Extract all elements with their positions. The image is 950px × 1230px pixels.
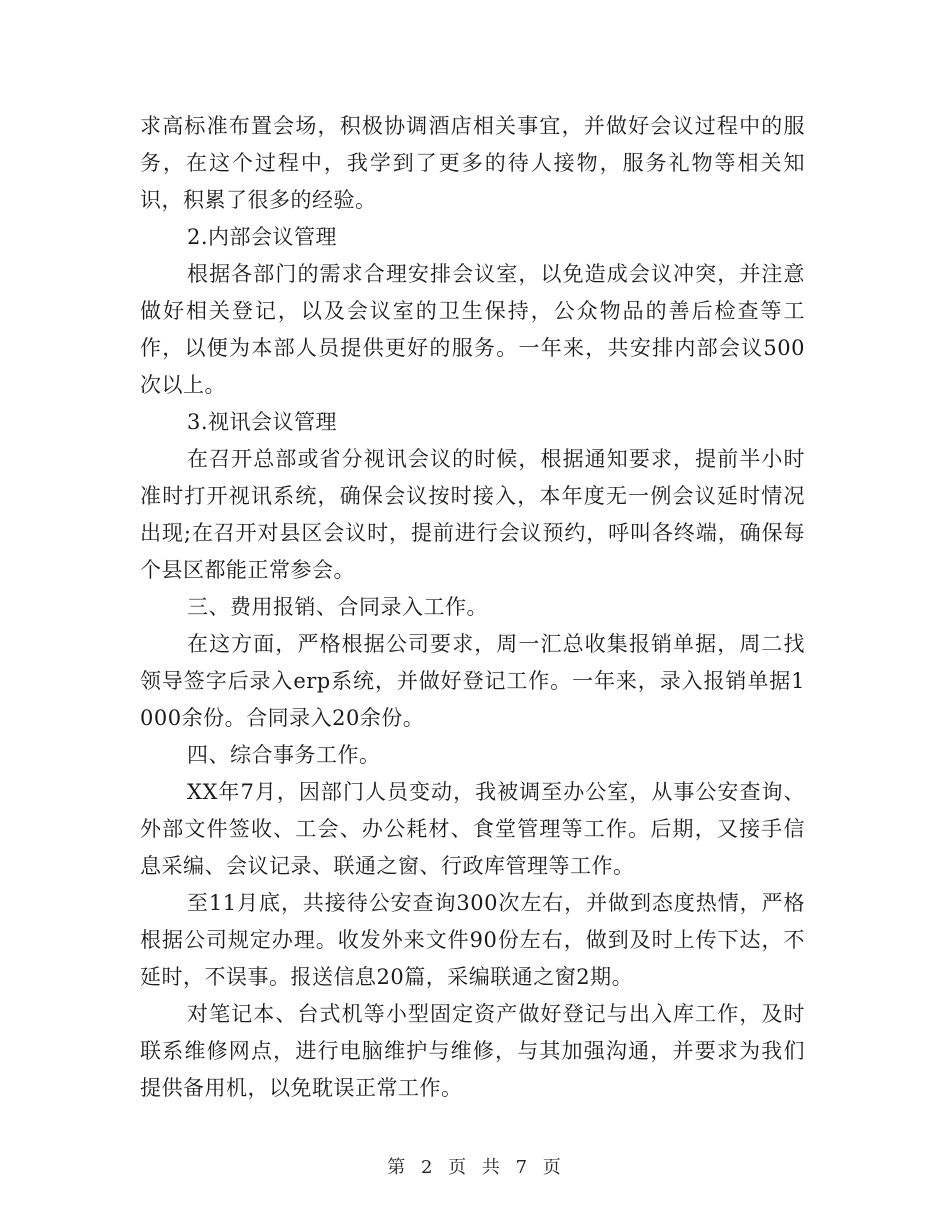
document-body [140, 108, 805, 1107]
section-heading-general-affairs: 四、综合事务工作。 [187, 743, 381, 767]
section-heading-expenses: 三、费用报销、合同录入工作。 [187, 595, 488, 619]
paragraph-general-affairs-2: 至11月底，共接待公安查询300次左右，并做到态度热情，严格根据公司规定办理。收发外来文件90份左右，做到及时上传下达，不延时，不误事。报送信息20篇，采编联通之窗2期。 [140, 891, 805, 989]
paragraph-1: 求高标准布置会场，积极协调酒店相关事宜，并做好会议过程中的服务，在这个过程中，我学到了更多的待人接物，服务礼物等相关知识，积累了很多的经验。 [140, 114, 805, 212]
section-heading-internal-meetings: 2.内部会议管理 [187, 225, 338, 249]
paragraph-internal-meetings: 根据各部门的需求合理安排会议室，以免造成会议冲突，并注意做好相关登记，以及会议室的卫生保持，公众物品的善后检查等工作，以便为本部人员提供更好的服务。一年来，共安排内部会议500次以上。 [140, 262, 805, 397]
section-heading-video-meetings: 3.视讯会议管理 [187, 410, 338, 434]
paragraph-video-meetings: 在召开总部或省分视讯会议的时候，根据通知要求，提前半小时准时打开视讯系统，确保会议按时接入，本年度无一例会议延时情况出现;在召开对县区会议时，提前进行会议预约，呼叫各终端，确保每个县区都能正常参会。 [140, 447, 805, 582]
paragraph-general-affairs-1: XX年7月，因部门人员变动，我被调至办公室，从事公安查询、外部文件签收、工会、办公耗材、食堂管理等工作。后期，又接手信息采编、会议记录、联通之窗、行政库管理等工作。 [140, 780, 805, 878]
page-number-footer: 第 2 页 共 7 页 [387, 1157, 563, 1178]
paragraph-expenses: 在这方面，严格根据公司要求，周一汇总收集报销单据，周二找领导签字后录入erp系统，并做好登记工作。一年来，录入报销单据1000余份。合同录入20余份。 [140, 632, 805, 730]
paragraph-general-affairs-3: 对笔记本、台式机等小型固定资产做好登记与出入库工作，及时联系维修网点，进行电脑维护与维修，与其加强沟通，并要求为我们提供备用机，以免耽误正常工作。 [140, 1002, 805, 1100]
